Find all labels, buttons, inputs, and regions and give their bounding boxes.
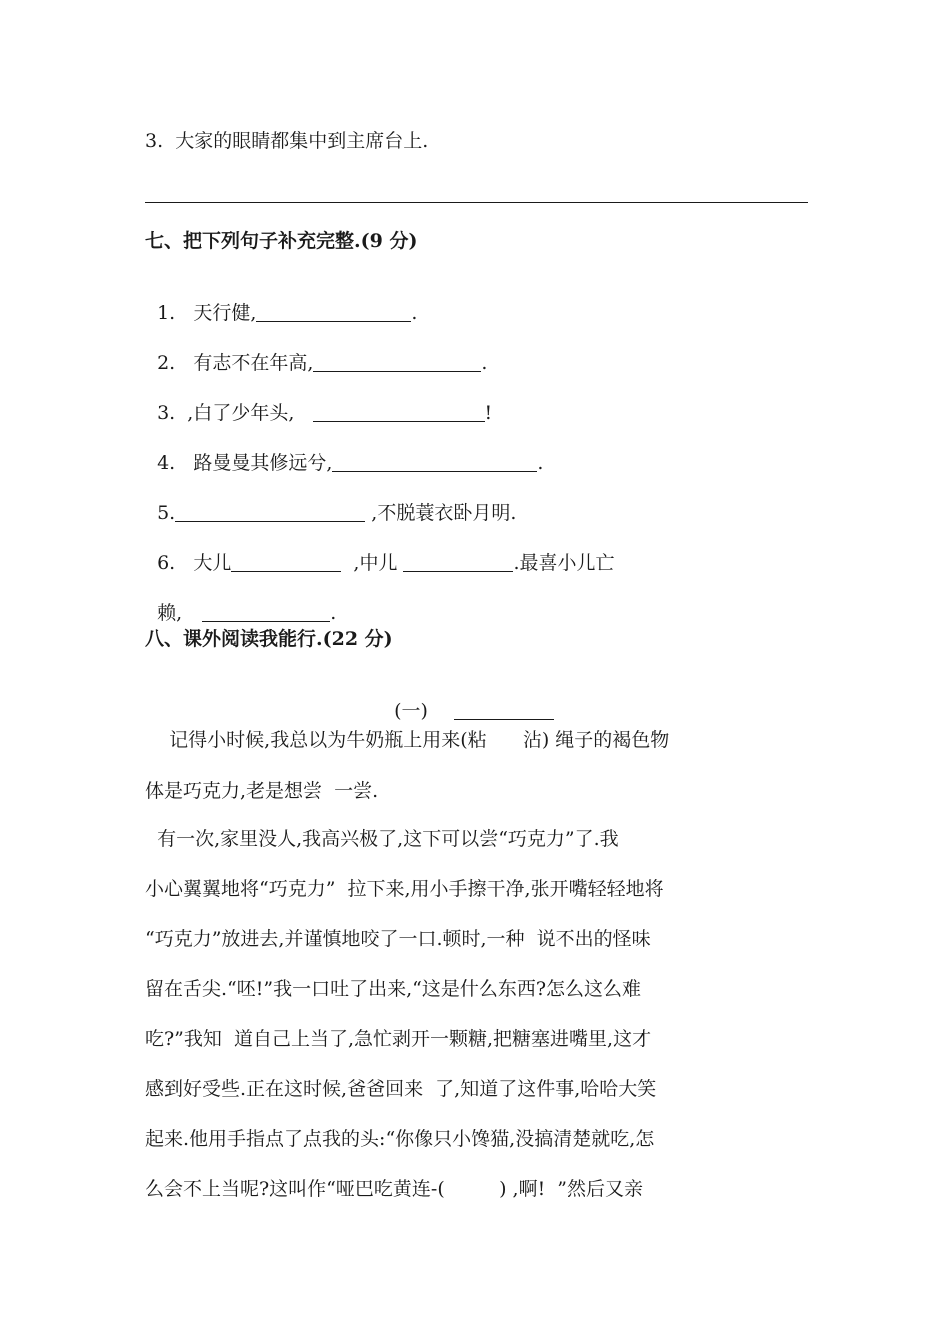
passage-line: 有一次,家里没人,我高兴极了,这下可以尝“巧克力”了.我	[145, 828, 619, 850]
section-8-heading: 八、课外阅读我能行.(22 分)	[145, 628, 393, 650]
passage-line: 起来.他用手指点了点我的头:“你像只小馋猫,没搞清楚就吃,怎	[145, 1128, 655, 1150]
question-7-6-mid: ,中儿	[341, 552, 398, 574]
fill-blank[interactable]	[313, 401, 485, 422]
question-7-6-cont	[145, 582, 336, 623]
fill-blank[interactable]	[256, 301, 411, 322]
question-7-3-text: 3. ,白了少年头,	[157, 402, 313, 424]
passage-line: 体是巧克力,老是想尝 一尝.	[145, 780, 379, 802]
question-7-6	[145, 532, 615, 573]
question-7-5	[145, 482, 516, 523]
answer-line[interactable]	[145, 202, 808, 203]
question-6-3: 3. 大家的眼睛都集中到主席台上.	[145, 130, 429, 152]
question-7-5-num: 5.	[157, 502, 176, 524]
passage-title-line	[382, 680, 554, 721]
question-7-1	[145, 282, 417, 323]
question-7-5-text: ,不脱蓑衣卧月明.	[365, 502, 517, 524]
passage-line: 记得小时候,我总以为牛奶瓶上用来(粘 沾) 绳子的褐色物	[145, 729, 670, 751]
fill-blank[interactable]	[175, 501, 365, 522]
question-7-2	[145, 332, 487, 373]
passage-line: 么会不上当呢?这叫作“哑巴吃黄连-( ) ,啊! ”然后又亲	[145, 1178, 644, 1200]
question-7-1-text: 1. 天行健,	[157, 302, 257, 324]
fill-blank[interactable]	[313, 351, 481, 372]
question-7-1-end: .	[411, 302, 418, 324]
fill-blank[interactable]	[202, 601, 330, 622]
question-7-3	[145, 382, 492, 423]
fill-blank[interactable]	[332, 451, 537, 472]
passage-line: “巧克力”放进去,并谨慎地咬了一口.顿时,一种 说不出的怪味	[145, 928, 651, 950]
question-7-2-end: .	[481, 352, 488, 374]
passage-title-blank[interactable]	[454, 699, 554, 720]
question-7-6-end: .最喜小儿亡	[513, 552, 615, 574]
passage-line: 小心翼翼地将“巧克力” 拉下来,用小手擦干净,张开嘴轻轻地将	[145, 878, 664, 900]
passage-line: 吃?”我知 道自己上当了,急忙剥开一颗糖,把糖塞进嘴里,这才	[145, 1028, 652, 1050]
passage-number: (一)	[394, 700, 428, 722]
question-7-4-text: 4. 路曼曼其修远兮,	[157, 452, 333, 474]
passage-line: 感到好受些.正在这时候,爸爸回来 了,知道了这件事,哈哈大笑	[145, 1078, 657, 1100]
question-7-6-text: 6. 大儿	[157, 552, 232, 574]
question-7-2-text: 2. 有志不在年高,	[157, 352, 314, 374]
question-7-4	[145, 432, 543, 473]
fill-blank[interactable]	[403, 551, 513, 572]
fill-blank[interactable]	[231, 551, 341, 572]
question-7-6-cont-text: 赖,	[157, 602, 189, 624]
section-7-heading: 七、把下列句子补充完整.(9 分)	[145, 230, 418, 252]
passage-line: 留在舌尖.“呸!”我一口吐了出来,“这是什么东西?怎么这么难	[145, 978, 642, 1000]
question-7-4-end: .	[537, 452, 544, 474]
question-7-6-cont-end: .	[330, 602, 337, 624]
question-7-3-end: !	[484, 402, 493, 424]
